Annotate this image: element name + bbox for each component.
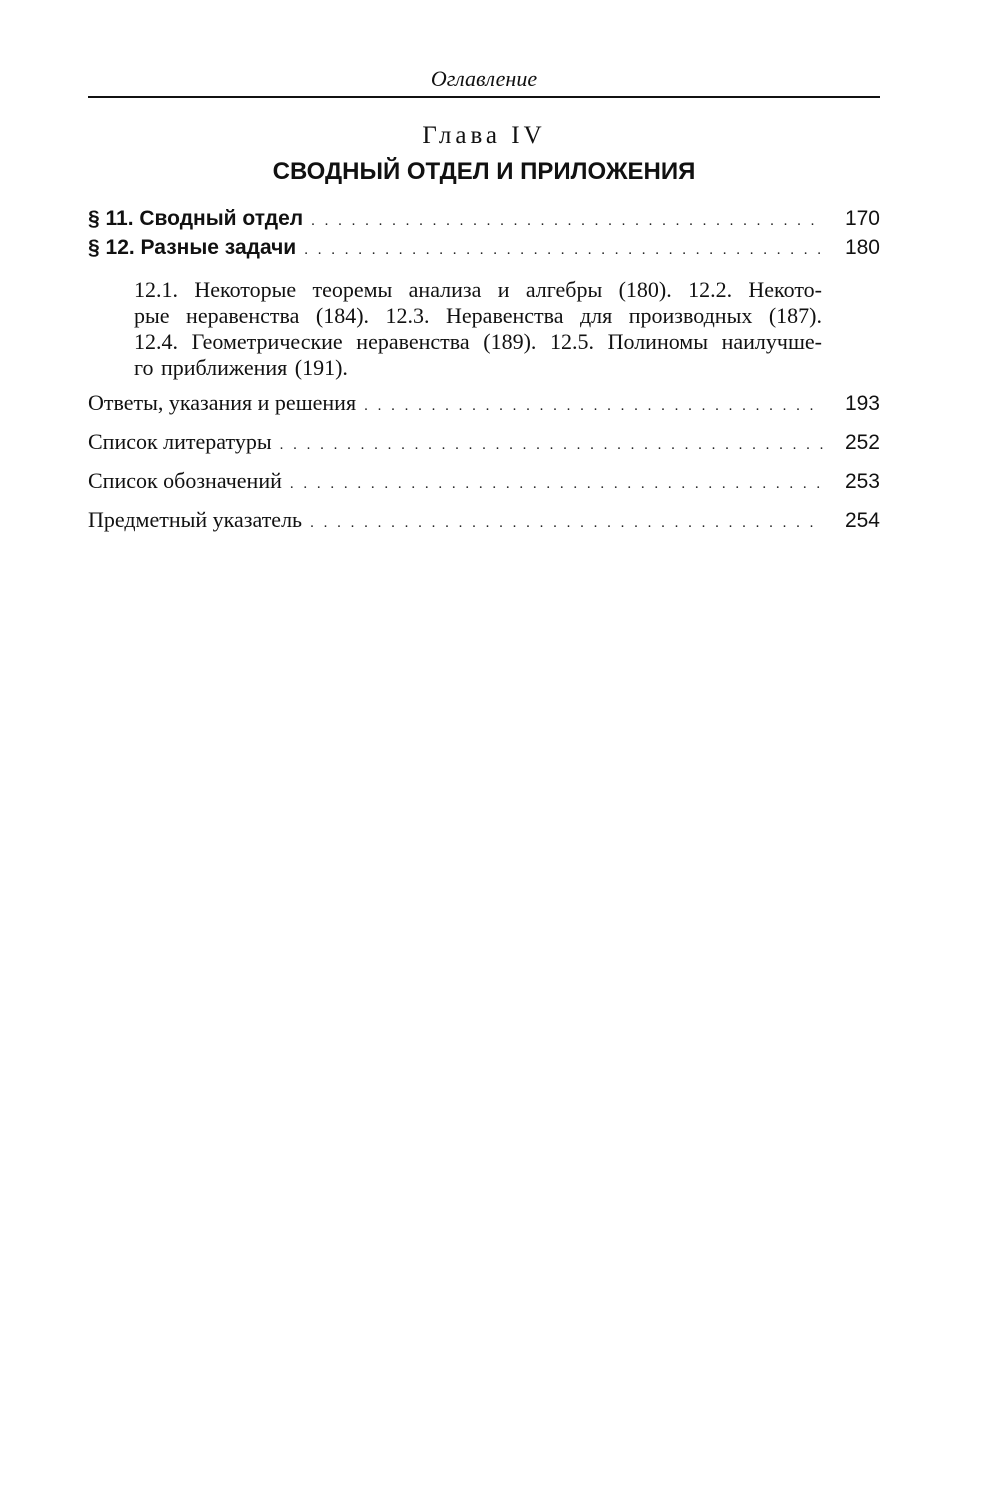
toc-page-number: 254 bbox=[844, 509, 880, 532]
subsection-line: го приближения (191). bbox=[134, 355, 348, 380]
dot-leader bbox=[311, 213, 824, 230]
subsection-list bbox=[134, 277, 822, 381]
dot-leader bbox=[290, 476, 824, 493]
toc-entry-title: Список обозначений bbox=[88, 468, 282, 493]
toc-entry-index[interactable] bbox=[88, 507, 880, 535]
chapter-label: Глава IV bbox=[422, 122, 546, 149]
subsection-line: 12.1. Некоторые теоремы анализа и алгебры (180). 12.2. Некото- bbox=[134, 277, 822, 302]
header-rule bbox=[88, 96, 880, 98]
chapter-title: СВОДНЫЙ ОТДЕЛ И ПРИЛОЖЕНИЯ bbox=[272, 158, 696, 185]
toc-entry-bibliography[interactable] bbox=[88, 429, 880, 457]
toc-page-number: 170 bbox=[844, 207, 880, 230]
toc-entry-title: § 11. Сводный отдел bbox=[88, 207, 304, 230]
toc-page-number: 193 bbox=[844, 392, 880, 415]
toc-entry-section-11[interactable] bbox=[88, 207, 880, 235]
toc-entry-answers[interactable] bbox=[88, 390, 880, 418]
toc-entry-section-12[interactable] bbox=[88, 236, 880, 264]
dot-leader bbox=[310, 515, 824, 532]
dot-leader bbox=[364, 398, 824, 415]
dot-leader bbox=[280, 437, 824, 454]
toc-entry-title: Ответы, указания и решения bbox=[88, 390, 357, 415]
toc-page-number: 253 bbox=[844, 470, 880, 493]
dot-leader bbox=[304, 242, 824, 259]
running-head: Оглавление bbox=[430, 66, 538, 91]
toc-entry-title: Предметный указатель bbox=[88, 507, 303, 532]
subsection-line: 12.4. Геометрические неравенства (189). 12.5. Полиномы наилучше- bbox=[134, 329, 822, 354]
toc-entry-notation[interactable] bbox=[88, 468, 880, 496]
toc-entry-title: § 12. Разные задачи bbox=[88, 236, 297, 259]
toc-page-number: 180 bbox=[844, 236, 880, 259]
toc-entry-title: Список литературы bbox=[88, 429, 272, 454]
toc-page-number: 252 bbox=[844, 431, 880, 454]
subsection-line: рые неравенства (184). 12.3. Неравенства для производных (187). bbox=[134, 303, 822, 328]
